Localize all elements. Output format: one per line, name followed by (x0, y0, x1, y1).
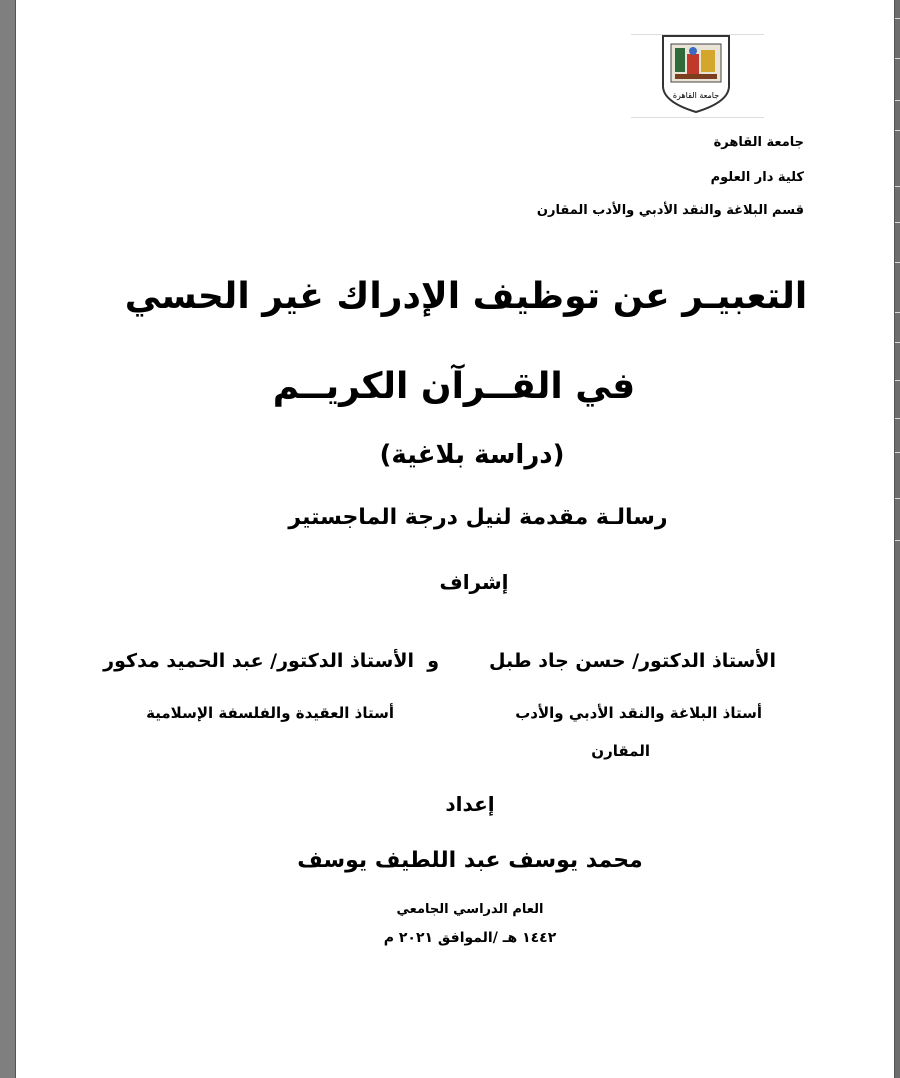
academic-year-value: ١٤٤٢ هـ /الموافق ٢٠٢١ م (383, 930, 557, 946)
department-name: قسم البلاغة والنقد الأدبي والأدب المقارن (536, 203, 804, 218)
author-name: محمد يوسف عبد اللطيف يوسف (297, 848, 643, 873)
thesis-purpose: رسالـة مقدمة لنيل درجة الماجستير (288, 505, 668, 530)
supervisor-1-name: الأستاذ الدكتور/ حسن جاد طبل (489, 650, 776, 672)
supervisor-2-title: أستاذ العقيدة والفلسفة الإسلامية (146, 704, 394, 722)
cairo-university-logo (631, 32, 764, 120)
supervisor-1-title-line-1: أستاذ البلاغة والنقد الأدبي والأدب (515, 704, 762, 722)
supervisor-2-name: الأستاذ الدكتور/ عبد الحميد مدكور (103, 650, 414, 672)
academic-year-label: العام الدراسي الجامعي (396, 902, 544, 917)
thesis-subtitle: (دراسة بلاغية) (379, 440, 565, 470)
svg-text:جامعة القاهرة: جامعة القاهرة (672, 91, 720, 100)
thesis-title-line-2: في القــرآن الكريــم (272, 366, 636, 407)
thesis-title-line-1: التعبيـر عن توظيف الإدراك غير الحسي (124, 276, 808, 317)
university-name: جامعة القاهرة (713, 135, 804, 150)
document-page (15, 0, 895, 1078)
supervisor-connector: و (427, 650, 439, 672)
preparation-label: إعداد (445, 792, 495, 816)
faculty-name: كلية دار العلوم (710, 170, 804, 185)
supervisor-1-title-line-2: المقارن (591, 742, 650, 760)
supervision-label: إشراف (439, 570, 509, 594)
right-scroll-edge (895, 0, 900, 1078)
